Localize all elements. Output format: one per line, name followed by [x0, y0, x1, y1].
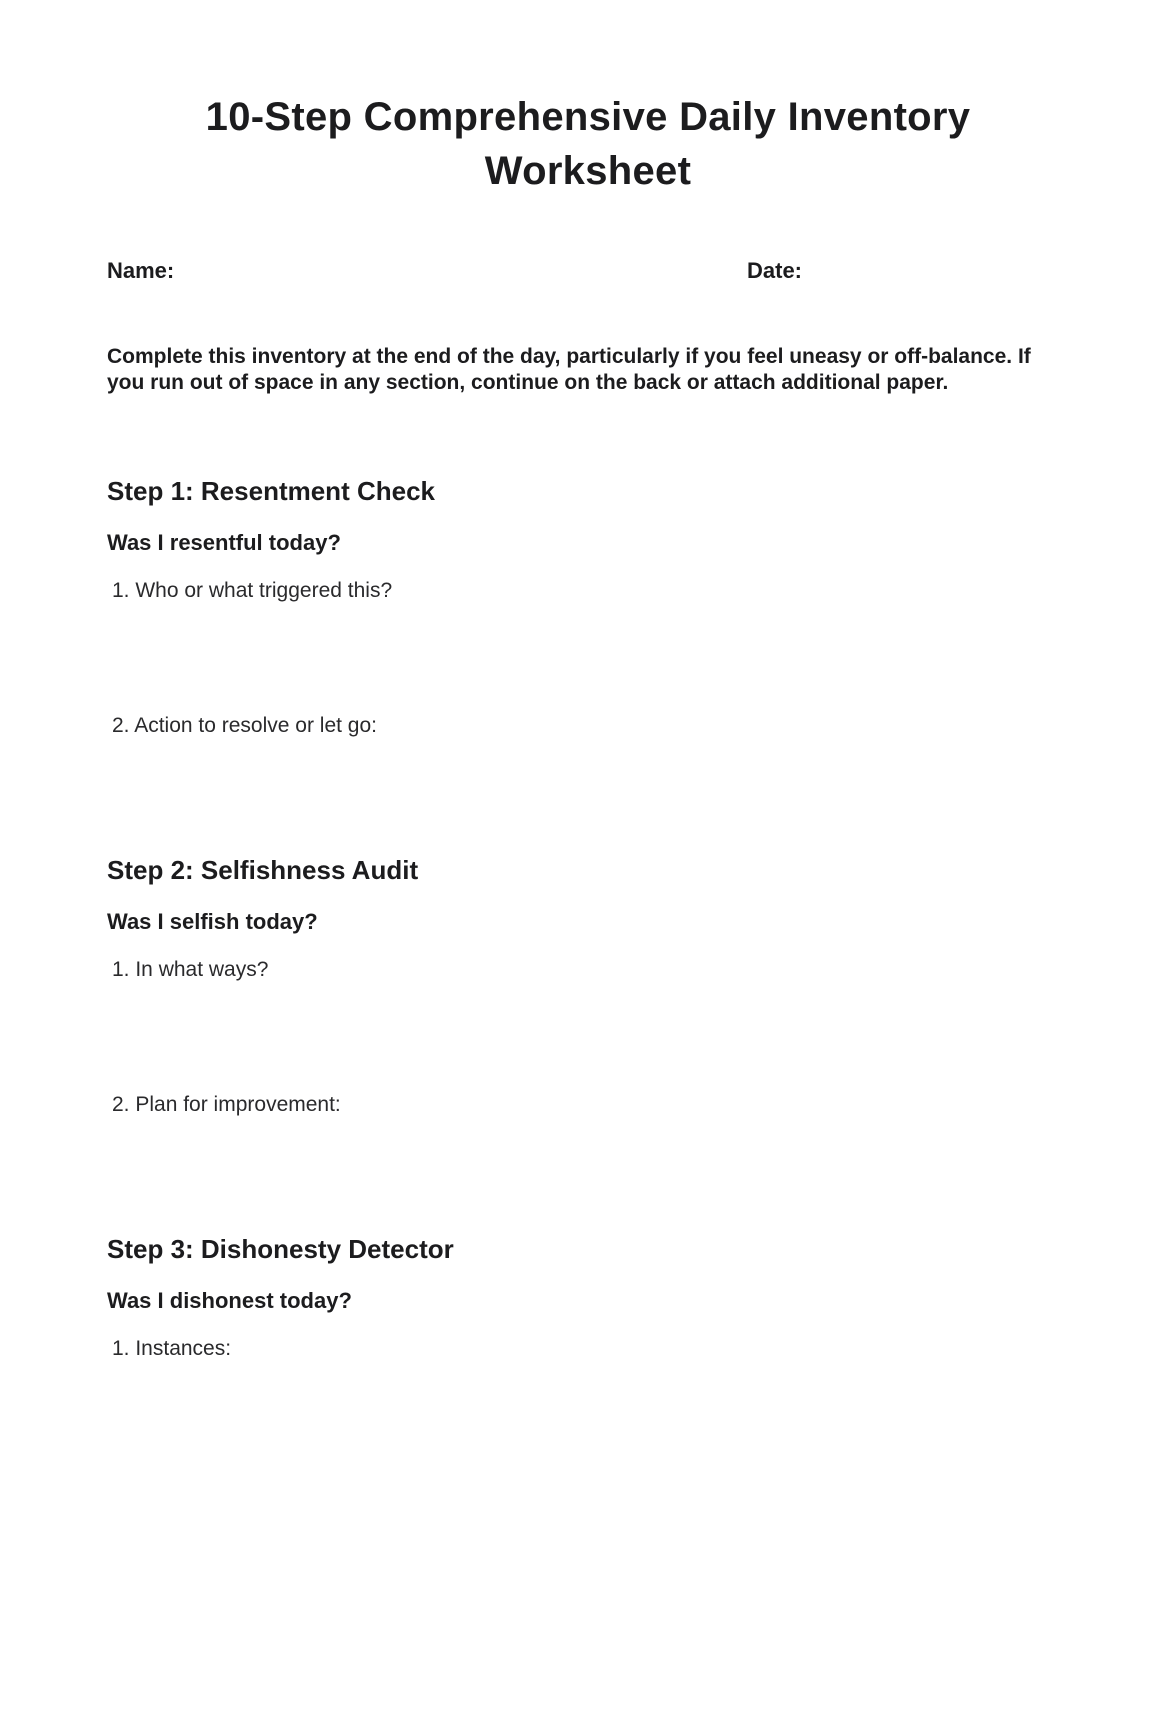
section-step-3	[107, 1233, 1069, 1471]
step-2-prompt-2: 2. Plan for improvement:	[112, 1093, 341, 1116]
step-2-heading: Step 2: Selfishness Audit	[107, 855, 419, 885]
section-step-1	[107, 475, 1069, 848]
page-title: 10-Step Comprehensive Daily Inventory Worksheet	[205, 95, 971, 193]
name-label: Name:	[107, 258, 175, 283]
step-2-prompt-1: 1. In what ways?	[112, 958, 269, 981]
name-date-row	[107, 260, 1069, 282]
worksheet-page	[0, 90, 1176, 1720]
section-step-2	[107, 854, 1069, 1227]
step-1-heading: Step 1: Resentment Check	[107, 476, 435, 506]
step-1-prompt-1: 1. Who or what triggered this?	[112, 579, 393, 602]
step-3-question: Was I dishonest today?	[107, 1288, 352, 1313]
step-3-prompt-1: 1. Instances:	[112, 1337, 232, 1360]
date-label: Date:	[747, 258, 803, 283]
step-3-heading: Step 3: Dishonesty Detector	[107, 1234, 454, 1264]
step-1-question: Was I resentful today?	[107, 530, 341, 555]
step-1-prompt-2: 2. Action to resolve or let go:	[112, 714, 377, 737]
instructions-text: Complete this inventory at the end of the day, particularly if you feel uneasy or off-balance. If you run out of space in any section, continue on the back or attach additional paper.	[107, 345, 1031, 394]
step-2-question: Was I selfish today?	[107, 909, 318, 934]
